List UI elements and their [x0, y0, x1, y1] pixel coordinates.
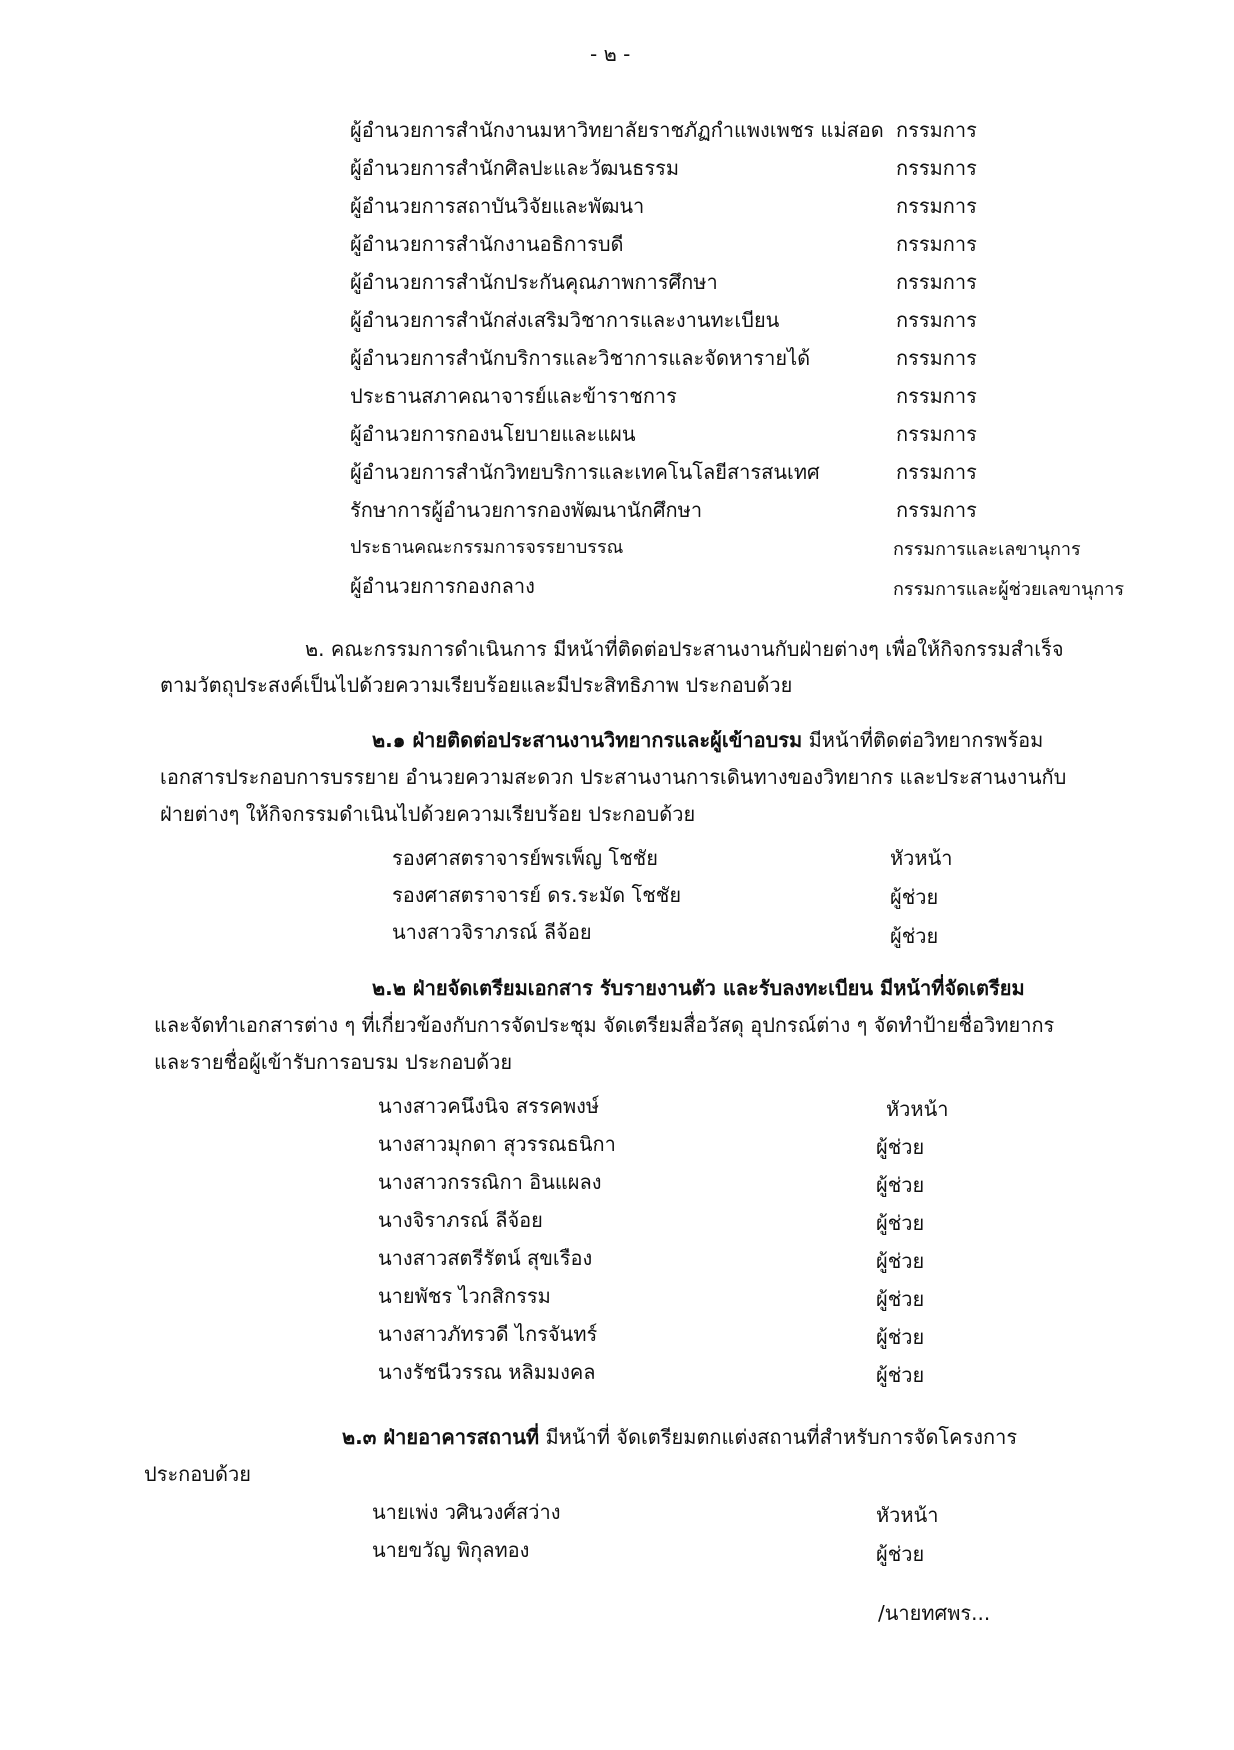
section-2-2-line3: และรายชื่อผู้เข้ารับการอบรม ประกอบด้วย: [154, 1050, 513, 1074]
member-name: นายขวัญ พิกุลทอง: [372, 1538, 530, 1562]
committee-role: กรรมการ: [896, 156, 977, 180]
committee-role: กรรมการ: [896, 422, 977, 446]
section-2-2-line2: และจัดทำเอกสารต่าง ๆ ที่เกี่ยวข้องกับการจัดประชุม จัดเตรียมสื่อวัสดุ อุปกรณ์ต่าง ๆ จัดทำป้ายชื่อวิทยากร: [154, 1013, 1055, 1037]
member-role: ผู้ช่วย: [890, 924, 939, 948]
section-2-line1: ๒. คณะกรรมการดำเนินการ มีหน้าที่ติดต่อประสานงานกับฝ่ายต่างๆ เพื่อให้กิจกรรมสำเร็จ: [305, 637, 1064, 661]
member-name: รองศาสตราจารย์ ดร.ระมัด โชชัย: [392, 883, 682, 907]
section-2-3-heading: ๒.๓ ฝ่ายอาคารสถานที่: [342, 1425, 540, 1449]
section-2-1-line3: ฝ่ายต่างๆ ให้กิจกรรมดำเนินไปด้วยความเรียบร้อย ประกอบด้วย: [160, 802, 696, 826]
member-name: นางสาวคนึงนิจ สรรคพงษ์: [378, 1094, 600, 1118]
committee-name: ประธานคณะกรรมการจรรยาบรรณ: [350, 537, 624, 558]
section-2-line2: ตามวัตถุประสงค์เป็นไปด้วยความเรียบร้อยและมีประสิทธิภาพ ประกอบด้วย: [160, 673, 793, 697]
section-2-1-line1-rest: มีหน้าที่ติดต่อวิทยากรพร้อม: [802, 728, 1044, 752]
committee-name: ผู้อำนวยการสำนักส่งเสริมวิชาการและงานทะเบียน: [350, 308, 780, 332]
member-name: รองศาสตราจารย์พรเพ็ญ โชชัย: [392, 846, 658, 870]
member-role: ผู้ช่วย: [890, 885, 939, 909]
member-role: ผู้ช่วย: [876, 1325, 925, 1349]
member-name: นางสาวกรรณิกา อินแผลง: [378, 1170, 602, 1194]
page-number: - ๒ -: [590, 42, 631, 66]
member-role: ผู้ช่วย: [876, 1287, 925, 1311]
committee-role: กรรมการ: [896, 384, 977, 408]
section-2-2-line1-rest: มีหน้าที่จัดเตรียม: [873, 976, 1025, 1000]
section-2-1-first-line: [372, 727, 1043, 753]
section-2-3-first-line: [342, 1424, 1017, 1450]
committee-name: รักษาการผู้อำนวยการกองพัฒนานักศึกษา: [350, 498, 703, 522]
member-name: นายพัชร ไวกสิกรรม: [378, 1284, 551, 1308]
member-name: นางสาวภัทรวดี ไกรจันทร์: [378, 1322, 598, 1346]
committee-name: ผู้อำนวยการสำนักงานมหาวิทยาลัยราชภัฏกำแพงเพชร แม่สอด: [350, 118, 884, 142]
committee-role: กรรมการ: [896, 498, 977, 522]
committee-role: กรรมการ: [896, 118, 977, 142]
committee-name: ผู้อำนวยการกองนโยบายและแผน: [350, 422, 636, 446]
committee-role: กรรมการ: [896, 346, 977, 370]
member-role: หัวหน้า: [886, 1097, 949, 1121]
section-2-1-line2: เอกสารประกอบการบรรยาย อำนวยความสะดวก ประสานงานการเดินทางของวิทยากร และประสานงานกับ: [160, 765, 1067, 789]
committee-name: ผู้อำนวยการสถาบันวิจัยและพัฒนา: [350, 194, 645, 218]
section-2-3-line1-rest: มีหน้าที่ จัดเตรียมตกแต่งสถานที่สำหรับการจัดโครงการ: [539, 1425, 1018, 1449]
committee-name: ผู้อำนวยการสำนักงานอธิการบดี: [350, 232, 624, 256]
committee-role: กรรมการ: [896, 194, 977, 218]
member-name: นางสาวมุกดา สุวรรณธนิกา: [378, 1132, 616, 1156]
member-name: นางสาวจิราภรณ์ ลีจ้อย: [392, 920, 592, 944]
member-role: ผู้ช่วย: [876, 1249, 925, 1273]
committee-name: ผู้อำนวยการสำนักบริการและวิชาการและจัดหารายได้: [350, 346, 811, 370]
member-role: ผู้ช่วย: [876, 1173, 925, 1197]
committee-name: ผู้อำนวยการสำนักประกันคุณภาพการศึกษา: [350, 270, 718, 294]
member-role: หัวหน้า: [876, 1503, 939, 1527]
member-role: ผู้ช่วย: [876, 1363, 925, 1387]
member-role: ผู้ช่วย: [876, 1135, 925, 1159]
committee-name: ผู้อำนวยการกองกลาง: [350, 574, 535, 598]
committee-name: ผู้อำนวยการสำนักศิลปะและวัฒนธรรม: [350, 156, 680, 180]
member-name: นายเพ่ง วศินวงศ์สว่าง: [372, 1500, 561, 1524]
footer-continuation: /นายทศพร...: [878, 1601, 991, 1625]
section-2-2-heading: ๒.๒ ฝ่ายจัดเตรียมเอกสาร รับรายงานตัว และรับลงทะเบียน: [372, 976, 874, 1000]
section-2-2-first-line: [372, 975, 1025, 1001]
member-role: หัวหน้า: [890, 846, 953, 870]
committee-role: กรรมการ: [896, 270, 977, 294]
committee-role: กรรมการ: [896, 232, 977, 256]
section-2-1-heading: ๒.๑ ฝ่ายติดต่อประสานงานวิทยากรและผู้เข้าอบรม: [372, 728, 803, 752]
committee-role: กรรมการและผู้ช่วยเลขานุการ: [893, 579, 1125, 600]
committee-role: กรรมการและเลขานุการ: [893, 539, 1081, 560]
member-name: นางจิราภรณ์ ลีจ้อย: [378, 1208, 543, 1232]
committee-name: ประธานสภาคณาจารย์และข้าราชการ: [350, 384, 677, 408]
member-role: ผู้ช่วย: [876, 1211, 925, 1235]
member-name: นางสาวสตรีรัตน์ สุขเรือง: [378, 1246, 593, 1270]
member-role: ผู้ช่วย: [876, 1542, 925, 1566]
committee-role: กรรมการ: [896, 308, 977, 332]
member-name: นางรัชนีวรรณ หลิมมงคล: [378, 1360, 596, 1384]
committee-name: ผู้อำนวยการสำนักวิทยบริการและเทคโนโลยีสารสนเทศ: [350, 460, 820, 484]
section-2-3-line2: ประกอบด้วย: [144, 1462, 251, 1486]
committee-role: กรรมการ: [896, 460, 977, 484]
